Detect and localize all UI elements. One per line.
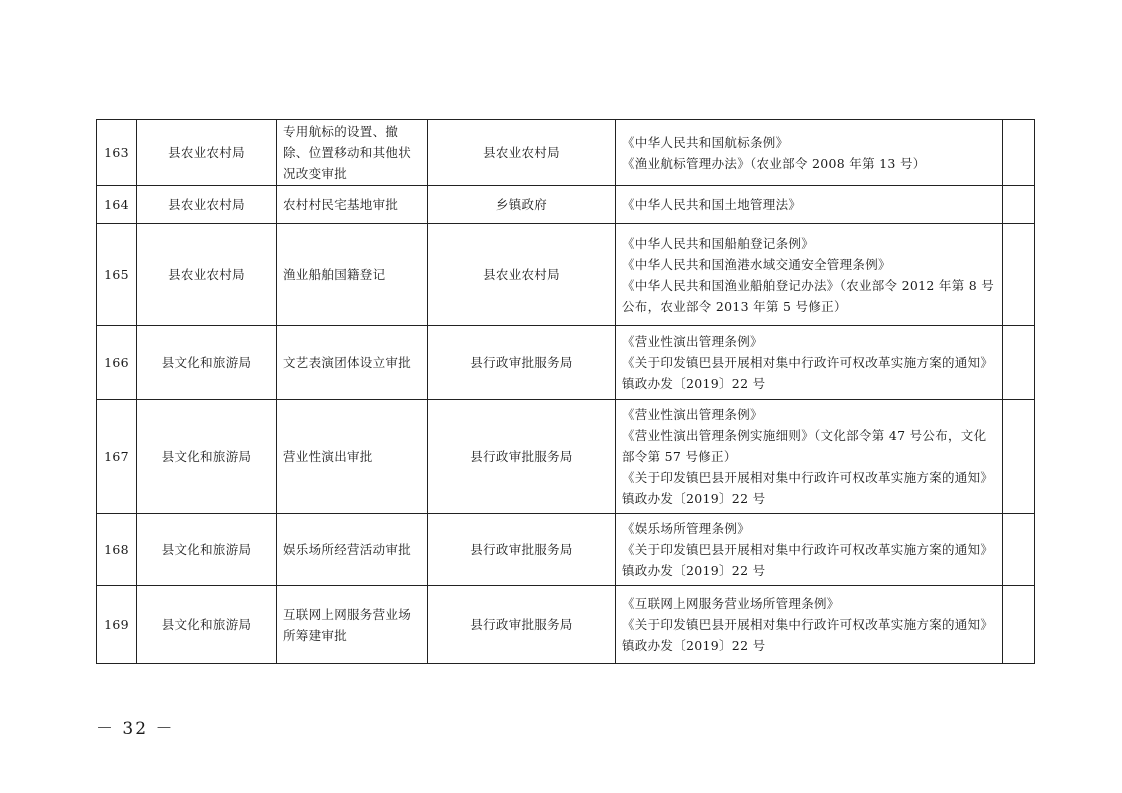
row-number-cell: 166 bbox=[97, 326, 137, 400]
remarks-cell bbox=[1003, 586, 1035, 664]
row-number-cell: 168 bbox=[97, 514, 137, 586]
approval-item-cell: 营业性演出审批 bbox=[277, 400, 428, 514]
implementing-agency-cell: 县行政审批服务局 bbox=[428, 586, 616, 664]
department-cell: 县文化和旅游局 bbox=[137, 400, 277, 514]
legal-basis-line: 《娱乐场所管理条例》 bbox=[622, 521, 751, 536]
implementing-agency-cell: 县行政审批服务局 bbox=[428, 514, 616, 586]
implementing-agency-cell: 县农业农村局 bbox=[428, 224, 616, 326]
table-body bbox=[97, 120, 1035, 664]
remarks-cell bbox=[1003, 514, 1035, 586]
table-row bbox=[97, 120, 1035, 186]
table-row bbox=[97, 586, 1035, 664]
legal-basis-line: 《互联网上网服务营业场所管理条例》 bbox=[622, 596, 840, 611]
approval-item-cell: 互联网上网服务营业场所筹建审批 bbox=[277, 586, 428, 664]
implementing-agency-cell: 乡镇政府 bbox=[428, 186, 616, 224]
legal-basis-line: 《关于印发镇巴县开展相对集中行政许可权改革实施方案的通知》镇政办发〔2019〕22 号 bbox=[622, 617, 994, 653]
legal-basis-line: 《渔业航标管理办法》（农业部令 2008 年第 13 号） bbox=[622, 155, 926, 171]
legal-basis-cell bbox=[616, 120, 1003, 186]
approval-item-cell: 文艺表演团体设立审批 bbox=[277, 326, 428, 400]
department-cell: 县农业农村局 bbox=[137, 120, 277, 186]
approval-item-cell: 专用航标的设置、撤除、位置移动和其他状况改变审批 bbox=[277, 120, 428, 186]
remarks-cell bbox=[1003, 326, 1035, 400]
table-row bbox=[97, 326, 1035, 400]
table-row bbox=[97, 186, 1035, 224]
legal-basis-line: 《中华人民共和国渔业船舶登记办法》（农业部令 2012 年第 8 号公布，农业部令 2013 年第 5 号修正） bbox=[622, 277, 995, 314]
row-number-cell: 164 bbox=[97, 186, 137, 224]
table-row bbox=[97, 400, 1035, 514]
legal-basis-cell bbox=[616, 514, 1003, 586]
legal-basis-cell bbox=[616, 326, 1003, 400]
department-cell: 县文化和旅游局 bbox=[137, 326, 277, 400]
row-number-cell: 163 bbox=[97, 120, 137, 186]
approval-item-cell: 农村村民宅基地审批 bbox=[277, 186, 428, 224]
legal-basis-line: 《营业性演出管理条例》 bbox=[622, 334, 763, 349]
legal-basis-cell bbox=[616, 586, 1003, 664]
remarks-cell bbox=[1003, 186, 1035, 224]
remarks-cell bbox=[1003, 120, 1035, 186]
department-cell: 县文化和旅游局 bbox=[137, 514, 277, 586]
table-row bbox=[97, 514, 1035, 586]
department-cell: 县文化和旅游局 bbox=[137, 586, 277, 664]
remarks-cell bbox=[1003, 400, 1035, 514]
legal-basis-line: 《中华人民共和国航标条例》 bbox=[622, 134, 789, 150]
legal-basis-line: 《关于印发镇巴县开展相对集中行政许可权改革实施方案的通知》镇政办发〔2019〕22 号 bbox=[622, 542, 994, 578]
row-number-cell: 165 bbox=[97, 224, 137, 326]
approval-item-cell: 渔业船舶国籍登记 bbox=[277, 224, 428, 326]
legal-basis-line: 《关于印发镇巴县开展相对集中行政许可权改革实施方案的通知》镇政办发〔2019〕22 号 bbox=[622, 470, 994, 506]
approval-table-page bbox=[96, 119, 1034, 664]
legal-basis-line: 《关于印发镇巴县开展相对集中行政许可权改革实施方案的通知》镇政办发〔2019〕22 号 bbox=[622, 355, 994, 391]
legal-basis-line: 《中华人民共和国土地管理法》 bbox=[622, 197, 802, 212]
approval-item-cell: 娱乐场所经营活动审批 bbox=[277, 514, 428, 586]
legal-basis-cell bbox=[616, 186, 1003, 224]
legal-basis-line: 《营业性演出管理条例》 bbox=[622, 407, 763, 422]
implementing-agency-cell: 县行政审批服务局 bbox=[428, 400, 616, 514]
legal-basis-line: 《营业性演出管理条例实施细则》（文化部令第 47 号公布，文化部令第 57 号修正） bbox=[622, 428, 987, 464]
table-row bbox=[97, 224, 1035, 326]
department-cell: 县农业农村局 bbox=[137, 224, 277, 326]
row-number-cell: 169 bbox=[97, 586, 137, 664]
legal-basis-line: 《中华人民共和国船舶登记条例》 bbox=[622, 235, 815, 251]
department-cell: 县农业农村局 bbox=[137, 186, 277, 224]
page-number: － 32 － bbox=[96, 719, 175, 739]
implementing-agency-cell: 县行政审批服务局 bbox=[428, 326, 616, 400]
remarks-cell bbox=[1003, 224, 1035, 326]
legal-basis-cell bbox=[616, 400, 1003, 514]
legal-basis-line: 《中华人民共和国渔港水域交通安全管理条例》 bbox=[622, 256, 891, 272]
implementing-agency-cell: 县农业农村局 bbox=[428, 120, 616, 186]
approval-items-table bbox=[96, 119, 1035, 664]
row-number-cell: 167 bbox=[97, 400, 137, 514]
legal-basis-cell bbox=[616, 224, 1003, 326]
